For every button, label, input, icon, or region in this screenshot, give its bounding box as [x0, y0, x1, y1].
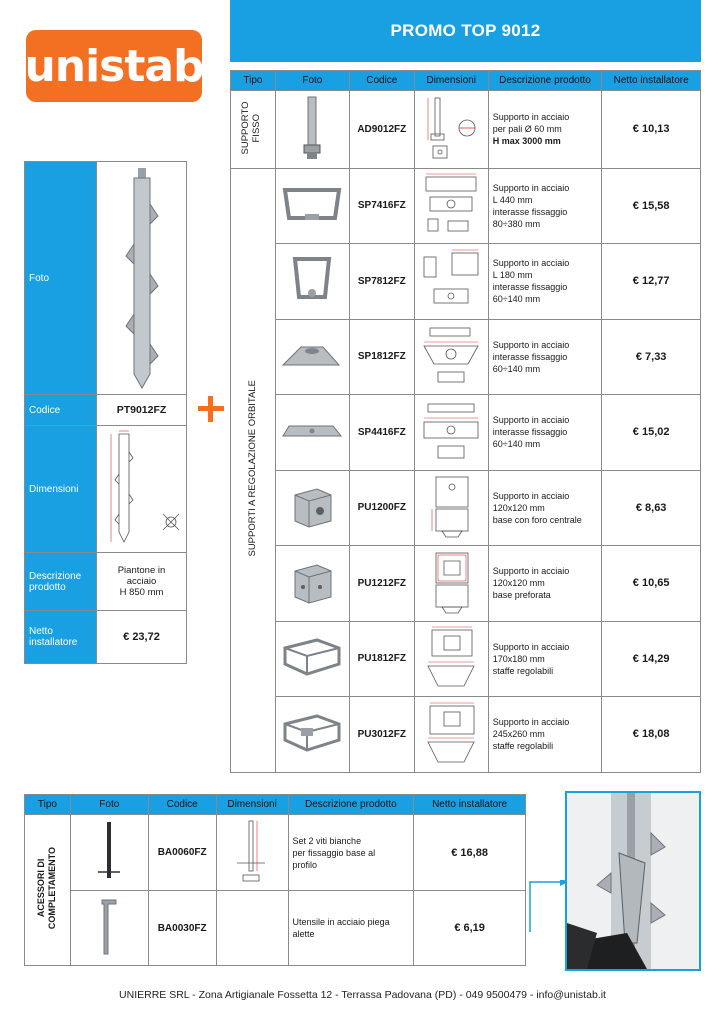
- pole-photo-svg: [122, 164, 162, 390]
- desc-line: Supporto in acciaio: [492, 258, 570, 269]
- product-price: € 10,65: [602, 546, 701, 622]
- desc-line-bold: H max 3000 mm: [492, 136, 561, 147]
- desc-line: Supporto in acciaio: [492, 566, 570, 577]
- product-photo: [275, 319, 349, 395]
- product-photo: [275, 546, 349, 622]
- desc-line: interasse fissaggio: [492, 206, 568, 217]
- product-description: [288, 891, 414, 966]
- footer-contact: UNIERRE SRL - Zona Artigianale Fossetta 12 - Terrassa Padovana (PD) - 049 9500479 - info@unistab.it: [119, 989, 606, 1001]
- desc-line: L 440 mm: [492, 194, 533, 205]
- product-price: € 8,63: [602, 470, 701, 546]
- product-photo: [70, 891, 148, 966]
- product-description: [488, 395, 602, 471]
- desc-line: Supporto in acciaio: [492, 112, 570, 123]
- table-row: [231, 91, 701, 169]
- product-code: SP7812FZ: [349, 244, 414, 320]
- group-accessori: [25, 815, 71, 966]
- bracket-photo: [287, 253, 337, 307]
- accessories-table: [24, 794, 526, 966]
- product-code: PU1812FZ: [349, 621, 414, 697]
- product-description: [488, 168, 602, 244]
- card-row-foto: [25, 162, 187, 395]
- promo-banner: [230, 0, 701, 62]
- table-row: [231, 319, 701, 395]
- product-description: [488, 470, 602, 546]
- desc-line: Supporto in acciaio: [492, 182, 570, 193]
- table-row: [231, 395, 701, 471]
- header-codice: Codice: [148, 795, 216, 815]
- desc-line: Supporto in acciaio: [492, 339, 570, 350]
- label-dimensioni: Dimensioni: [25, 426, 97, 553]
- header-foto: Foto: [275, 71, 349, 91]
- product-code: PU3012FZ: [349, 697, 414, 773]
- dimension-drawing-svg: [229, 817, 275, 885]
- desc-line: acciaio: [126, 576, 157, 587]
- dimension-drawing: [414, 319, 488, 395]
- desc-line: interasse fissaggio: [492, 282, 568, 293]
- dimension-drawing: [414, 546, 488, 622]
- label-foto: Foto: [25, 162, 97, 395]
- group-label-line: COMPLETAMENTO: [47, 847, 58, 930]
- pole-photo: [97, 162, 187, 395]
- product-description: [288, 815, 414, 891]
- desc-line: per pali Ø 60 mm: [492, 124, 562, 135]
- desc-line: profilo: [292, 859, 318, 870]
- dimension-drawing: [414, 395, 488, 471]
- product-price: € 6,19: [414, 891, 526, 966]
- desc-line: Piantone in: [117, 565, 166, 576]
- header-tipo: Tipo: [231, 71, 276, 91]
- group-supporto-fisso: [231, 91, 276, 169]
- box-photo: [287, 481, 337, 531]
- desc-line: Supporto in acciaio: [492, 641, 570, 652]
- logo-text: unistab: [24, 40, 204, 92]
- pole-code: PT9012FZ: [97, 395, 187, 426]
- table-row: [231, 621, 701, 697]
- main-product-table: [230, 70, 701, 773]
- desc-line: Supporto in acciaio: [492, 717, 570, 728]
- usage-photo-svg: [567, 793, 699, 969]
- frame-photo: [279, 708, 345, 758]
- desc-line: Supporto in acciaio: [492, 490, 570, 501]
- label-codice: Codice: [25, 395, 97, 426]
- table-row: [25, 891, 526, 966]
- product-photo: [275, 697, 349, 773]
- product-photo: [275, 470, 349, 546]
- desc-line: per fissaggio base al: [292, 847, 376, 858]
- product-description: [488, 697, 602, 773]
- product-code: PU1212FZ: [349, 546, 414, 622]
- desc-line: 120x120 mm: [492, 502, 545, 513]
- header-descrizione: Descrizione prodotto: [488, 71, 602, 91]
- desc-line: base con foro centrale: [492, 514, 582, 525]
- accessories-table-header: [25, 795, 526, 815]
- pole-price: € 23,72: [97, 611, 187, 664]
- frame-photo: [279, 632, 345, 682]
- header-netto: Netto installatore: [602, 71, 701, 91]
- pole-dimension-drawing: [97, 426, 187, 553]
- pole-product-card: [24, 161, 187, 664]
- product-photo: [275, 621, 349, 697]
- box-photo: [287, 557, 337, 607]
- label-descrizione: Descrizione prodotto: [25, 553, 97, 611]
- product-description: [488, 621, 602, 697]
- product-description: [488, 319, 602, 395]
- dimension-drawing-svg: [418, 247, 484, 313]
- desc-line: 60÷140 mm: [492, 294, 541, 305]
- group-label: [36, 847, 58, 929]
- table-row: [25, 815, 526, 891]
- product-price: € 12,77: [602, 244, 701, 320]
- tool-photo: [94, 894, 124, 960]
- arrow-icon: [528, 880, 568, 935]
- product-description: [488, 244, 602, 320]
- bracket-photo: [279, 182, 345, 226]
- product-price: € 16,88: [414, 815, 526, 891]
- card-row-codice: [25, 395, 187, 426]
- product-price: € 7,33: [602, 319, 701, 395]
- card-row-dimensioni: [25, 426, 187, 553]
- promo-title: PROMO TOP 9012: [390, 21, 541, 40]
- desc-line: L 180 mm: [492, 270, 533, 281]
- table-row: [231, 697, 701, 773]
- header-tipo: Tipo: [25, 795, 71, 815]
- product-code: BA0030FZ: [148, 891, 216, 966]
- dimension-drawing-svg: [418, 700, 484, 766]
- pole-support-photo: [292, 95, 332, 161]
- desc-line: 60÷140 mm: [492, 363, 541, 374]
- pole-description: [97, 553, 187, 611]
- dimension-drawing-svg: [418, 473, 484, 539]
- dimension-drawing: [414, 470, 488, 546]
- group-regolazione-orbitale: [231, 168, 276, 772]
- table-row: [231, 168, 701, 244]
- header-descrizione: Descrizione prodotto: [288, 795, 414, 815]
- header-foto: Foto: [70, 795, 148, 815]
- header-dimensioni: Dimensioni: [414, 71, 488, 91]
- dimension-drawing-svg: [419, 94, 483, 162]
- product-price: € 18,08: [602, 697, 701, 773]
- desc-line: H 850 mm: [119, 587, 164, 598]
- card-row-descrizione: [25, 553, 187, 611]
- product-photo: [275, 91, 349, 169]
- product-photo: [275, 244, 349, 320]
- product-code: AD9012FZ: [349, 91, 414, 169]
- header-netto: Netto installatore: [414, 795, 526, 815]
- desc-line: interasse fissaggio: [492, 427, 568, 438]
- product-code: SP4416FZ: [349, 395, 414, 471]
- plate-photo: [279, 337, 345, 373]
- dimension-empty: [216, 891, 288, 966]
- desc-line: base preforata: [492, 590, 551, 601]
- label-netto: Netto installatore: [25, 611, 97, 664]
- desc-line: 170x180 mm: [492, 653, 545, 664]
- plus-icon: [198, 396, 224, 422]
- dimension-drawing-svg: [418, 549, 484, 615]
- plate-photo: [279, 416, 345, 446]
- group-label: SUPPORTI A REGOLAZIONE ORBITALE: [247, 380, 259, 557]
- product-photo: [70, 815, 148, 891]
- dimension-drawing-svg: [99, 428, 185, 548]
- product-description: [488, 91, 602, 169]
- desc-line: 60÷140 mm: [492, 439, 541, 450]
- product-price: € 10,13: [602, 91, 701, 169]
- dimension-drawing-svg: [418, 398, 484, 464]
- dimension-drawing-svg: [418, 322, 484, 388]
- main-table-header: [231, 71, 701, 91]
- screw-photo: [94, 818, 124, 884]
- desc-line: Utensile in acciaio piega: [292, 917, 390, 927]
- table-row: [231, 546, 701, 622]
- dimension-drawing: [414, 91, 488, 169]
- usage-photo: [565, 791, 701, 971]
- group-label-line: ACESSORI DI: [36, 859, 47, 918]
- unistab-logo: [26, 30, 202, 102]
- dimension-drawing: [414, 244, 488, 320]
- product-price: € 15,58: [602, 168, 701, 244]
- dimension-drawing: [216, 815, 288, 891]
- product-description: [488, 546, 602, 622]
- dimension-drawing: [414, 621, 488, 697]
- dimension-drawing-svg: [418, 624, 484, 690]
- desc-line: interasse fissaggio: [492, 351, 568, 362]
- product-code: PU1200FZ: [349, 470, 414, 546]
- product-code: SP7416FZ: [349, 168, 414, 244]
- product-photo: [275, 395, 349, 471]
- product-code: SP1812FZ: [349, 319, 414, 395]
- table-row: [231, 470, 701, 546]
- product-price: € 15,02: [602, 395, 701, 471]
- group-label: SUPPORTO FISSO: [239, 101, 262, 155]
- table-row: [231, 244, 701, 320]
- card-row-netto: [25, 611, 187, 664]
- dimension-drawing: [414, 168, 488, 244]
- dimension-drawing: [414, 697, 488, 773]
- header-dimensioni: Dimensioni: [216, 795, 288, 815]
- desc-line: 245x260 mm: [492, 729, 545, 740]
- desc-line: staffe regolabili: [492, 665, 554, 676]
- product-photo: [275, 168, 349, 244]
- product-price: € 14,29: [602, 621, 701, 697]
- desc-line: staffe regolabili: [492, 741, 554, 752]
- desc-line: 120x120 mm: [492, 578, 545, 589]
- dimension-drawing-svg: [418, 171, 484, 237]
- desc-line: 80÷380 mm: [492, 218, 541, 229]
- desc-line: Set 2 viti bianche: [292, 835, 362, 846]
- header-codice: Codice: [349, 71, 414, 91]
- product-code: BA0060FZ: [148, 815, 216, 891]
- desc-line: alette: [292, 929, 315, 939]
- desc-line: Supporto in acciaio: [492, 415, 570, 426]
